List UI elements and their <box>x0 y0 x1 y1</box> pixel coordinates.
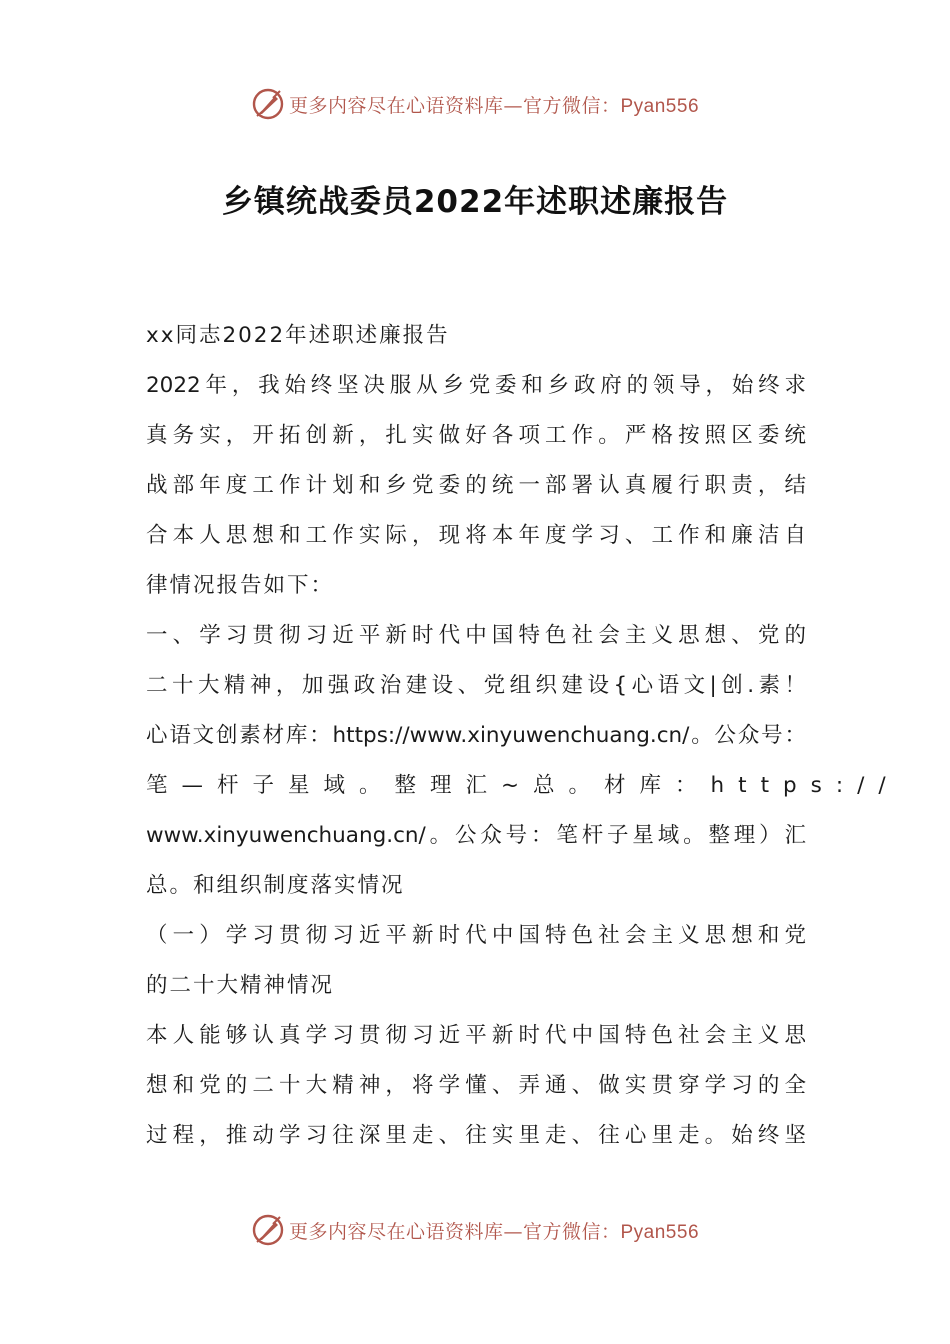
body-line: 的二十大精神情况 <box>146 973 335 998</box>
watermark-handle: Pyan556 <box>620 1221 700 1243</box>
body-line: 战部年度工作计划和乡党委的统一部署认真履行职责，结 <box>146 473 806 498</box>
watermark-text: 更多内容尽在心语资料库—官方微信：Pyan556 <box>288 94 700 117</box>
body-line: 真务实，开拓创新，扎实做好各项工作。严格按照区委统 <box>146 423 806 448</box>
body-line: 过程，推动学习往深里走、往实里走、往心里走。始终坚 <box>146 1123 806 1148</box>
body-line: 一、学习贯彻习近平新时代中国特色社会主义思想、党的 <box>146 623 806 648</box>
body-line: 合本人思想和工作实际，现将本年度学习、工作和廉洁自 <box>146 523 806 548</box>
body-line: 笔—杆子星域。整理汇~总。材库：https:// <box>146 773 900 798</box>
body-line: www.xinyuwenchuang.cn/。公众号：笔杆子星域。整理）汇 <box>146 823 806 848</box>
document-title: 乡镇统战委员2022年述职述廉报告 <box>221 184 729 220</box>
quill-logo-icon <box>251 87 285 121</box>
watermark-banner-bottom <box>0 1210 950 1250</box>
body-line: 本人能够认真学习贯彻习近平新时代中国特色社会主义思 <box>146 1023 806 1048</box>
body-line: 想和党的二十大精神，将学懂、弄通、做实贯穿学习的全 <box>146 1073 806 1098</box>
body-line: 律情况报告如下： <box>146 573 335 598</box>
body-line: 2022年，我始终坚决服从乡党委和乡政府的领导，始终求 <box>146 373 806 398</box>
watermark-text: 更多内容尽在心语资料库—官方微信：Pyan556 <box>288 1220 700 1243</box>
body-line: （一）学习贯彻习近平新时代中国特色社会主义思想和党 <box>146 923 806 948</box>
body-line: 总。和组织制度落实情况 <box>146 873 405 898</box>
watermark-banner-top <box>0 84 950 124</box>
document-body <box>146 311 900 1161</box>
body-line: xx同志2022年述职述廉报告 <box>146 323 450 348</box>
watermark-handle: Pyan556 <box>620 95 700 117</box>
body-line: 心语文创素材库：https://www.xinyuwenchuang.cn/。公众号： <box>146 723 806 748</box>
body-line: 二十大精神，加强政治建设、党组织建设{心语文|创.素！ <box>146 673 806 698</box>
quill-logo-icon <box>251 1213 285 1247</box>
